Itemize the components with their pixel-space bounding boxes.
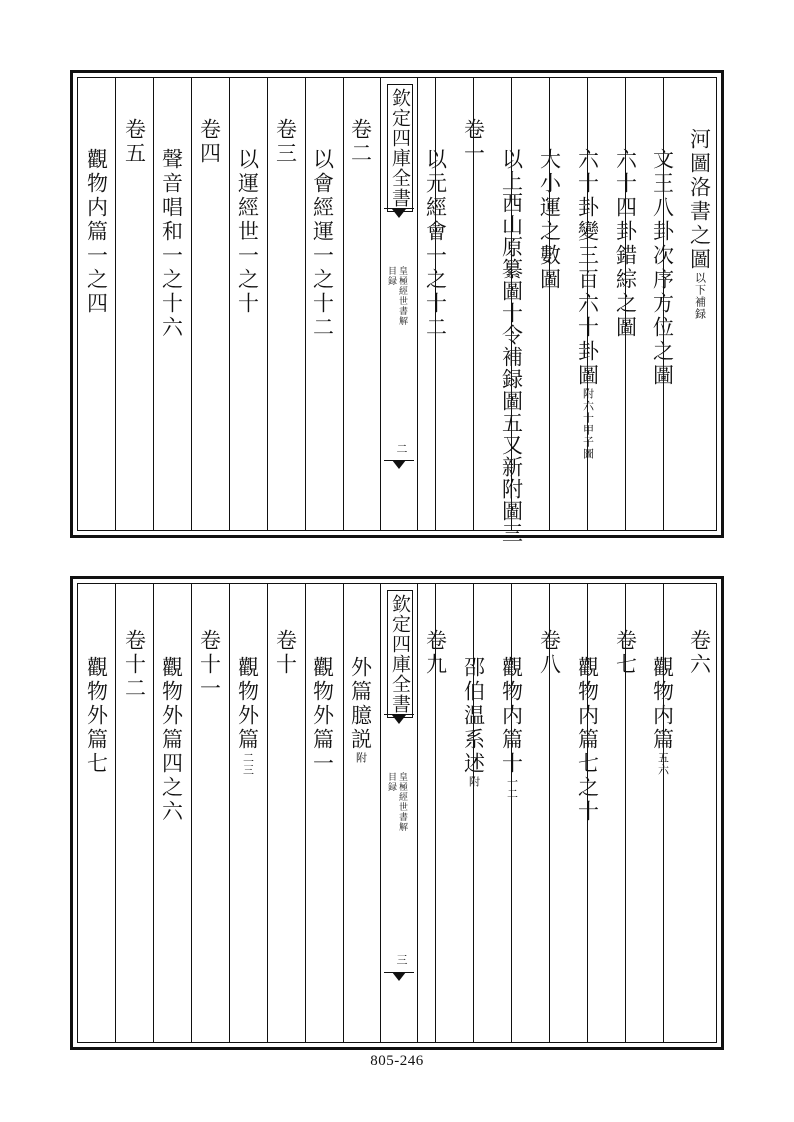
toc-entry: 以運經世一之十 — [235, 148, 260, 316]
fish-tail-line — [384, 972, 414, 973]
spine-book-title: 皇極經世書解 — [397, 266, 407, 326]
volume-heading: 卷十一 — [197, 629, 222, 701]
toc-entry: 以上西山原纂圖十令補録圖五又新附圖三 — [499, 148, 524, 544]
spine-column — [380, 584, 418, 1042]
volume-heading: 卷四 — [197, 118, 222, 166]
page-code: 805-246 — [370, 1053, 424, 1069]
toc-entry: 觀物外篇一 — [310, 656, 335, 776]
volume-heading: 卷八 — [537, 629, 562, 677]
toc-entry: 觀物外篇七 — [84, 656, 109, 776]
toc-entry: 聲音唱和一之十六 — [159, 148, 184, 340]
fish-tail-mark — [384, 208, 414, 227]
spine-book-title: 皇極經世書解 — [397, 772, 407, 832]
toc-entry: 文王八卦次序方位之圖 — [650, 148, 675, 388]
fish-tail-mark — [384, 714, 414, 733]
bottom-page-frame — [77, 583, 717, 1043]
volume-heading: 卷十 — [273, 629, 298, 677]
spine-section: 目録 — [386, 772, 396, 792]
fish-tail-line — [384, 460, 414, 461]
toc-entry: 觀物内篇十一二 — [499, 656, 524, 800]
volume-heading: 卷二 — [348, 118, 373, 166]
bottom-page — [70, 576, 724, 1050]
spine-section: 目録 — [386, 266, 396, 286]
toc-entry: 大小運之數圖 — [537, 148, 562, 292]
volume-heading: 卷九 — [423, 629, 448, 677]
toc-entry: 觀物内篇七之十 — [575, 656, 600, 824]
toc-entry: 河圖洛書之圖以下補録 — [687, 128, 712, 320]
toc-entry: 以會經運一之十二 — [310, 148, 335, 340]
spine-title: 欽定四庫全書 — [387, 84, 413, 212]
toc-entry: 觀物内篇一之四 — [84, 148, 109, 316]
spine-column — [380, 78, 418, 530]
volume-heading: 卷三 — [273, 118, 298, 166]
volume-heading: 卷七 — [613, 629, 638, 677]
spine-page-number: 三 — [395, 954, 408, 965]
spine-page-number: 二 — [395, 443, 408, 454]
toc-entry: 觀物内篇五六 — [650, 656, 675, 776]
toc-entry: 外篇臆説附 — [348, 656, 373, 764]
top-page — [70, 70, 724, 544]
toc-entry: 觀物外篇四之六 — [159, 656, 184, 824]
volume-heading: 卷六 — [687, 629, 712, 677]
toc-entry: 六十卦變三百六十卦圖附六十甲子圖 — [575, 148, 600, 460]
volume-heading: 卷一 — [461, 118, 486, 166]
spine-title: 欽定四庫全書 — [387, 590, 413, 718]
volume-heading: 卷五 — [122, 118, 147, 166]
toc-entry: 邵伯温系述附 — [461, 656, 486, 788]
toc-entry: 六十四卦錯綜之圖 — [613, 148, 638, 340]
toc-entry: 以元經會一之十二 — [423, 148, 448, 340]
top-page-frame — [77, 77, 717, 544]
volume-heading: 卷十二 — [122, 629, 147, 701]
toc-entry: 觀物外篇二三 — [235, 656, 260, 776]
